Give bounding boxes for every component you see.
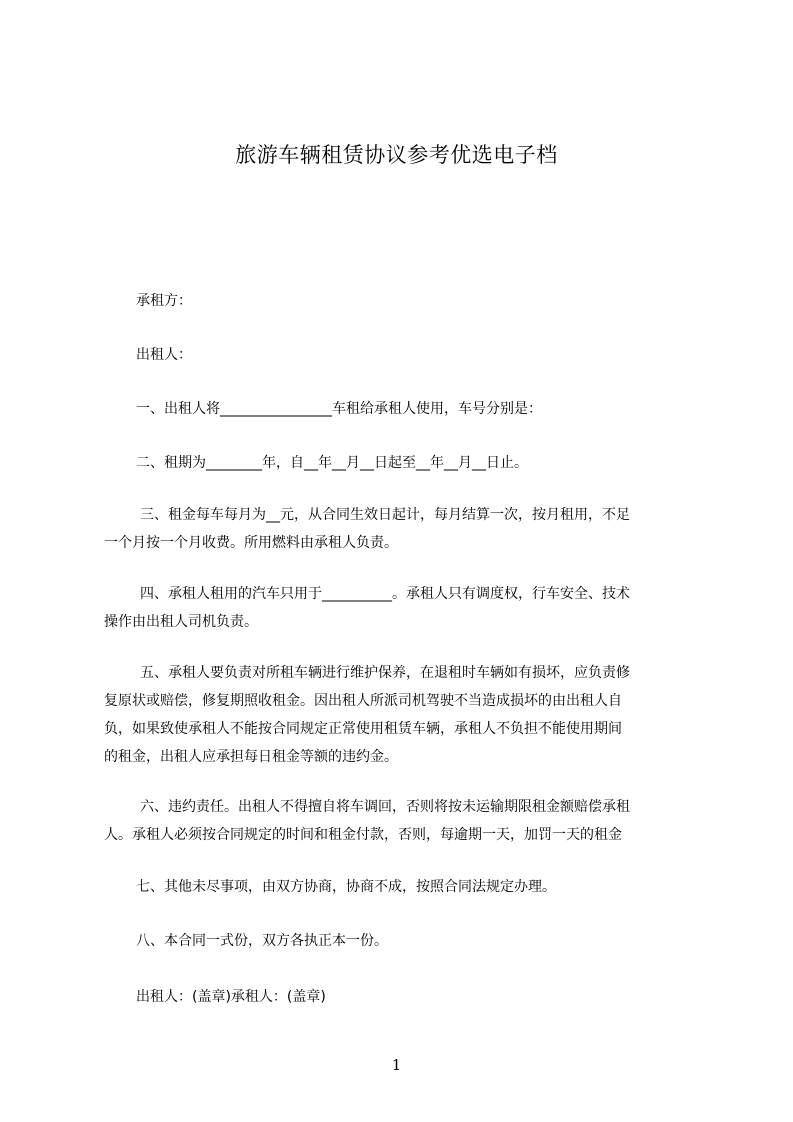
clause-8: [104, 927, 700, 955]
clause-3-line-1: 三、租金每车每月为__元，从合同生效日起计，每月结算一次，按月租用，不足: [140, 507, 630, 523]
signature-line: [104, 983, 700, 1011]
clause-5-line-2: 复原状或赔偿，修复期照收租金。因出租人所派司机驾驶不当造成损坏的由出租人自: [104, 693, 622, 709]
lessor-label: 出租人：: [136, 347, 192, 363]
clause-2-text: 二、租期为________年，自__年__月__日起至__年__月__日止。: [136, 455, 528, 471]
clause-2: [104, 449, 700, 477]
clause-6: [104, 793, 700, 849]
clause-1: [104, 395, 700, 423]
clause-3-line-2: 一个月按一个月收费。所用燃料由承租人负责。: [104, 535, 398, 551]
lessee-line: [104, 287, 700, 315]
lessor-line: [104, 341, 700, 369]
document-title: 旅游车辆租赁协议参考优选电子档: [235, 143, 558, 167]
page-number: 1: [391, 1056, 402, 1074]
clause-3: [104, 501, 700, 557]
clause-1-text: 一、出租人将________________车租给承租人使用，车号分别是：: [136, 401, 542, 417]
clause-7-text: 七、其他未尽事项，由双方协商，协商不成，按照合同法规定办理。: [136, 879, 556, 895]
clause-4: [104, 580, 700, 636]
signature-text: 出租人：(盖章)承租人：(盖章): [136, 989, 326, 1005]
clause-5-line-3: 负，如果致使承租人不能按合同规定正常使用租赁车辆，承租人不负担不能使用期间: [104, 721, 622, 737]
clause-4-line-2: 操作由出租人司机负责。: [104, 614, 258, 630]
clause-5: [104, 659, 700, 771]
clause-5-line-4: 的租金，出租人应承担每日租金等额的违约金。: [104, 749, 398, 765]
lessee-label: 承租方：: [136, 293, 192, 309]
clause-6-line-2: 人。承租人必须按合同规定的时间和租金付款，否则，每逾期一天，加罚一天的租金: [104, 827, 622, 843]
clause-8-text: 八、本合同一式份，双方各执正本一份。: [136, 933, 388, 949]
clause-7: [104, 873, 700, 901]
clause-6-line-1: 六、违约责任。出租人不得擅自将车调回，否则将按未运输期限租金额赔偿承租: [140, 799, 630, 815]
clause-4-line-1: 四、承租人租用的汽车只用于__________。承租人只有调度权，行车安全、技术: [140, 586, 630, 602]
clause-5-line-1: 五、承租人要负责对所租车辆进行维护保养，在退租时车辆如有损坏，应负责修: [140, 665, 630, 681]
